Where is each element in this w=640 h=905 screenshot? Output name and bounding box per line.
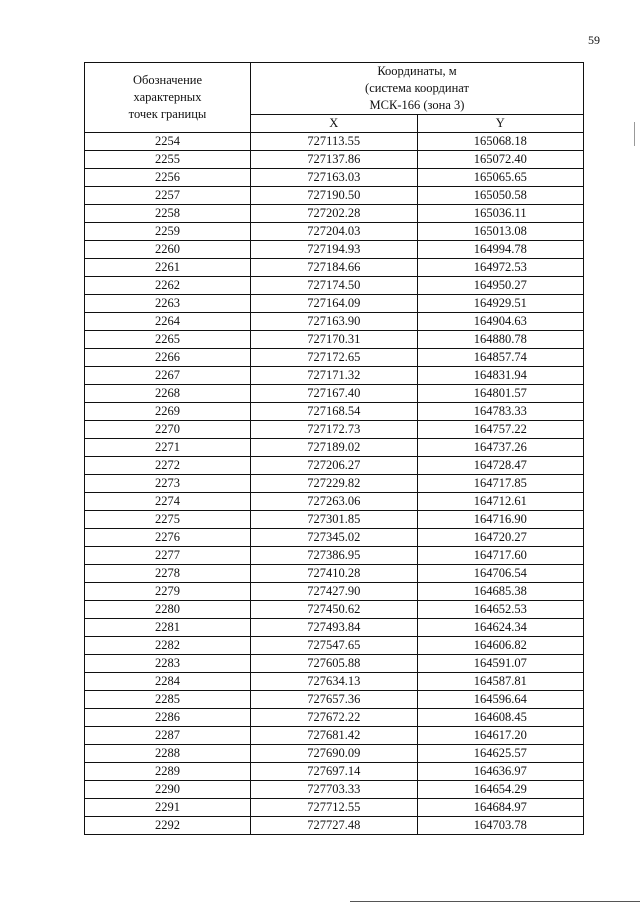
point-id-cell: 2273 [85, 475, 251, 493]
y-coordinate-cell: 164587.81 [417, 673, 584, 691]
table-row [85, 439, 584, 457]
point-id-cell: 2277 [85, 547, 251, 565]
x-coordinate-cell: 727194.93 [251, 241, 418, 259]
table-row [85, 295, 584, 313]
y-coordinate-cell: 164717.85 [417, 475, 584, 493]
table-row [85, 763, 584, 781]
point-id-cell: 2291 [85, 799, 251, 817]
point-id-cell: 2275 [85, 511, 251, 529]
table-row [85, 223, 584, 241]
table-row [85, 241, 584, 259]
x-coordinate-cell: 727168.54 [251, 403, 418, 421]
table-row [85, 511, 584, 529]
x-coordinate-cell: 727345.02 [251, 529, 418, 547]
point-id-cell: 2286 [85, 709, 251, 727]
y-coordinate-cell: 164596.64 [417, 691, 584, 709]
point-id-cell: 2255 [85, 151, 251, 169]
y-coordinate-cell: 164757.22 [417, 421, 584, 439]
x-coordinate-cell: 727190.50 [251, 187, 418, 205]
point-id-cell: 2270 [85, 421, 251, 439]
table-row [85, 781, 584, 799]
x-column-header: X [251, 115, 418, 133]
x-coordinate-cell: 727450.62 [251, 601, 418, 619]
point-id-cell: 2256 [85, 169, 251, 187]
table-row [85, 313, 584, 331]
table-row [85, 565, 584, 583]
y-coordinate-cell: 164716.90 [417, 511, 584, 529]
y-coordinate-cell: 164801.57 [417, 385, 584, 403]
x-coordinate-cell: 727174.50 [251, 277, 418, 295]
x-coordinate-cell: 727170.31 [251, 331, 418, 349]
x-coordinate-cell: 727657.36 [251, 691, 418, 709]
page-number: 59 [588, 33, 600, 47]
y-coordinate-cell: 165065.65 [417, 169, 584, 187]
x-coordinate-cell: 727184.66 [251, 259, 418, 277]
table-row [85, 385, 584, 403]
table-row [85, 331, 584, 349]
point-designation-header [85, 63, 251, 133]
y-coordinate-cell: 165050.58 [417, 187, 584, 205]
y-coordinate-cell: 164717.60 [417, 547, 584, 565]
table-row [85, 259, 584, 277]
table-row [85, 475, 584, 493]
y-coordinate-cell: 164737.26 [417, 439, 584, 457]
point-id-cell: 2257 [85, 187, 251, 205]
table-row [85, 421, 584, 439]
table-row [85, 691, 584, 709]
y-coordinate-cell: 164706.54 [417, 565, 584, 583]
x-coordinate-cell: 727410.28 [251, 565, 418, 583]
table-row [85, 493, 584, 511]
point-id-cell: 2260 [85, 241, 251, 259]
y-coordinate-cell: 164857.74 [417, 349, 584, 367]
x-coordinate-cell: 727172.65 [251, 349, 418, 367]
point-id-cell: 2259 [85, 223, 251, 241]
point-id-cell: 2261 [85, 259, 251, 277]
x-coordinate-cell: 727493.84 [251, 619, 418, 637]
x-coordinate-cell: 727301.85 [251, 511, 418, 529]
y-column-header: Y [417, 115, 584, 133]
x-coordinate-cell: 727703.33 [251, 781, 418, 799]
point-id-cell: 2279 [85, 583, 251, 601]
point-id-cell: 2287 [85, 727, 251, 745]
point-header-line: характерных [133, 90, 202, 104]
table-row [85, 817, 584, 835]
y-coordinate-cell: 164880.78 [417, 331, 584, 349]
x-coordinate-cell: 727113.55 [251, 133, 418, 151]
table-row [85, 673, 584, 691]
table-row [85, 547, 584, 565]
point-id-cell: 2264 [85, 313, 251, 331]
point-id-cell: 2269 [85, 403, 251, 421]
table-row [85, 619, 584, 637]
y-coordinate-cell: 164950.27 [417, 277, 584, 295]
table-row [85, 169, 584, 187]
point-id-cell: 2266 [85, 349, 251, 367]
x-coordinate-cell: 727202.28 [251, 205, 418, 223]
point-id-cell: 2283 [85, 655, 251, 673]
coords-header-line: Координаты, м [377, 64, 457, 78]
x-coordinate-cell: 727690.09 [251, 745, 418, 763]
x-coordinate-cell: 727697.14 [251, 763, 418, 781]
point-id-cell: 2271 [85, 439, 251, 457]
x-coordinate-cell: 727172.73 [251, 421, 418, 439]
y-coordinate-cell: 164720.27 [417, 529, 584, 547]
table-row [85, 709, 584, 727]
x-coordinate-cell: 727171.32 [251, 367, 418, 385]
table-row [85, 151, 584, 169]
y-coordinate-cell: 164636.97 [417, 763, 584, 781]
x-coordinate-cell: 727263.06 [251, 493, 418, 511]
point-header-line: точек границы [128, 107, 207, 121]
table-row [85, 601, 584, 619]
table-row [85, 583, 584, 601]
table-header-row [85, 63, 584, 115]
point-id-cell: 2274 [85, 493, 251, 511]
y-coordinate-cell: 164929.51 [417, 295, 584, 313]
x-coordinate-cell: 727189.02 [251, 439, 418, 457]
coords-header-line: МСК-166 (зона 3) [369, 98, 465, 112]
x-coordinate-cell: 727229.82 [251, 475, 418, 493]
y-coordinate-cell: 164654.29 [417, 781, 584, 799]
x-coordinate-cell: 727727.48 [251, 817, 418, 835]
y-coordinate-cell: 164994.78 [417, 241, 584, 259]
y-coordinate-cell: 164608.45 [417, 709, 584, 727]
x-coordinate-cell: 727547.65 [251, 637, 418, 655]
point-header-line: Обозначение [132, 73, 203, 87]
table-row [85, 133, 584, 151]
x-coordinate-cell: 727681.42 [251, 727, 418, 745]
y-coordinate-cell: 164652.53 [417, 601, 584, 619]
coordinates-header [251, 63, 584, 115]
point-id-cell: 2262 [85, 277, 251, 295]
point-id-cell: 2278 [85, 565, 251, 583]
point-id-cell: 2272 [85, 457, 251, 475]
y-coordinate-cell: 164591.07 [417, 655, 584, 673]
y-coordinate-cell: 165072.40 [417, 151, 584, 169]
x-coordinate-cell: 727672.22 [251, 709, 418, 727]
table-row [85, 655, 584, 673]
x-coordinate-cell: 727427.90 [251, 583, 418, 601]
point-id-cell: 2276 [85, 529, 251, 547]
y-coordinate-cell: 164685.38 [417, 583, 584, 601]
point-id-cell: 2265 [85, 331, 251, 349]
coords-header-line: (система координат [365, 81, 469, 95]
coordinates-table [84, 62, 584, 835]
table-row [85, 799, 584, 817]
x-coordinate-cell: 727163.90 [251, 313, 418, 331]
point-id-cell: 2258 [85, 205, 251, 223]
y-coordinate-cell: 164831.94 [417, 367, 584, 385]
point-id-cell: 2292 [85, 817, 251, 835]
table-row [85, 457, 584, 475]
table-body [85, 133, 584, 835]
table-row [85, 529, 584, 547]
x-coordinate-cell: 727163.03 [251, 169, 418, 187]
point-id-cell: 2267 [85, 367, 251, 385]
point-id-cell: 2280 [85, 601, 251, 619]
point-id-cell: 2290 [85, 781, 251, 799]
y-coordinate-cell: 164972.53 [417, 259, 584, 277]
x-coordinate-cell: 727206.27 [251, 457, 418, 475]
table-row [85, 637, 584, 655]
x-coordinate-cell: 727712.55 [251, 799, 418, 817]
y-coordinate-cell: 164783.33 [417, 403, 584, 421]
point-id-cell: 2289 [85, 763, 251, 781]
scan-artifact-mark [634, 122, 635, 146]
y-coordinate-cell: 164703.78 [417, 817, 584, 835]
table-row [85, 277, 584, 295]
y-coordinate-cell: 164728.47 [417, 457, 584, 475]
y-coordinate-cell: 165013.08 [417, 223, 584, 241]
table-row [85, 727, 584, 745]
x-coordinate-cell: 727605.88 [251, 655, 418, 673]
y-coordinate-cell: 164684.97 [417, 799, 584, 817]
y-coordinate-cell: 164617.20 [417, 727, 584, 745]
y-coordinate-cell: 165036.11 [417, 205, 584, 223]
point-id-cell: 2263 [85, 295, 251, 313]
table-row [85, 349, 584, 367]
y-coordinate-cell: 164904.63 [417, 313, 584, 331]
y-coordinate-cell: 164624.34 [417, 619, 584, 637]
x-coordinate-cell: 727204.03 [251, 223, 418, 241]
point-id-cell: 2288 [85, 745, 251, 763]
table-row [85, 403, 584, 421]
table-row [85, 187, 584, 205]
y-coordinate-cell: 165068.18 [417, 133, 584, 151]
point-id-cell: 2268 [85, 385, 251, 403]
x-coordinate-cell: 727634.13 [251, 673, 418, 691]
table-row [85, 205, 584, 223]
table-row [85, 745, 584, 763]
point-id-cell: 2254 [85, 133, 251, 151]
x-coordinate-cell: 727164.09 [251, 295, 418, 313]
y-coordinate-cell: 164625.57 [417, 745, 584, 763]
y-coordinate-cell: 164606.82 [417, 637, 584, 655]
point-id-cell: 2281 [85, 619, 251, 637]
point-id-cell: 2284 [85, 673, 251, 691]
x-coordinate-cell: 727167.40 [251, 385, 418, 403]
x-coordinate-cell: 727137.86 [251, 151, 418, 169]
bottom-rule [350, 901, 640, 902]
point-id-cell: 2282 [85, 637, 251, 655]
y-coordinate-cell: 164712.61 [417, 493, 584, 511]
point-id-cell: 2285 [85, 691, 251, 709]
x-coordinate-cell: 727386.95 [251, 547, 418, 565]
table-row [85, 367, 584, 385]
